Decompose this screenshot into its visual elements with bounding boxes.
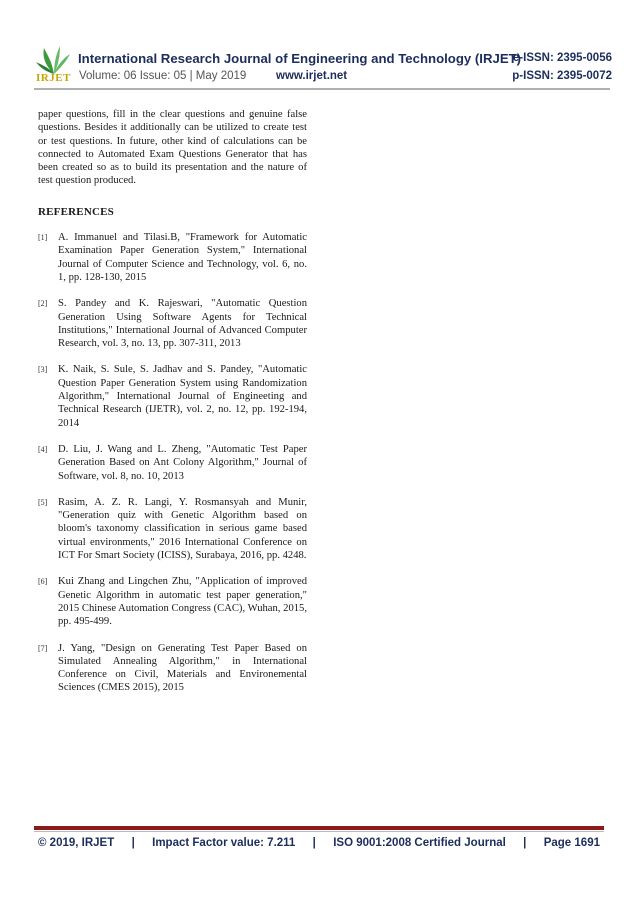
- body-paragraph: paper questions, fill in the clear questions and genuine false questions. Besides it additionally can be utilized to create test or test questions. In future, other kind of calculations can be connected to Automated Exam Questions Generator that has been created so as to build its presentation and the nature of test question produced.: [38, 109, 307, 187]
- footer-separator: |: [312, 837, 316, 849]
- reference-number: [1]: [38, 233, 48, 243]
- page-header: [0, 0, 638, 100]
- website-link[interactable]: www.irjet.net: [276, 70, 348, 82]
- iso-certification: ISO 9001:2008 Certified Journal: [333, 837, 506, 849]
- footer-divider: [34, 826, 604, 830]
- impact-factor: Impact Factor value: 7.211: [152, 837, 296, 849]
- footer-separator: |: [131, 837, 135, 849]
- p-issn: p-ISSN: 2395-0072: [512, 70, 612, 82]
- copyright: © 2019, IRJET: [38, 837, 115, 849]
- reference-text: Kui Zhang and Lingchen Zhu, "Application of improved Genetic Algorithm in automatic test paper generation," 2015 Chinese Automation Congress (CAC), Wuhan, 2015, pp. 495-499.: [58, 576, 307, 628]
- header-divider: [34, 88, 610, 90]
- reference-item: [38, 642, 307, 695]
- reference-text: D. Liu, J. Wang and L. Zheng, "Automatic Test Paper Generation Based on Ant Colony Algorithm," Journal of Software, vol. 8, no. 10, 2013: [58, 443, 307, 482]
- reference-text: Rasim, A. Z. R. Langi, Y. Rosmansyah and Munir, "Generation quiz with Genetic Algorithm based on bloom's taxonomy classification in serious game based virtual environments," 2016 International Conference on ICT For Smart Society (ICISS), Surabaya, 2016, pp. 4248.: [58, 496, 307, 562]
- reference-number: [2]: [38, 299, 48, 309]
- reference-number: [7]: [38, 643, 48, 653]
- reference-item: [38, 575, 307, 628]
- footer-separator: |: [523, 837, 527, 849]
- reference-item: [38, 297, 307, 350]
- page-number: Page 1691: [543, 837, 600, 849]
- reference-text: K. Naik, S. Sule, S. Jadhav and S. Pandey, "Automatic Question Paper Generation System using Randomization Algorithm," International Journal of Engineeting and Technical Research (IJETR), vol. 2, no. 12, pp. 192-194, 2014: [58, 364, 307, 429]
- references-heading: REFERENCES: [38, 205, 114, 218]
- reference-item: [38, 231, 307, 284]
- reference-number: [3]: [38, 365, 48, 375]
- footer-divider-thin: [34, 831, 604, 832]
- reference-item: [38, 363, 307, 429]
- journal-title: International Research Journal of Engineering and Technology (IRJET): [78, 51, 522, 66]
- e-issn: e-ISSN: 2395-0056: [512, 52, 612, 64]
- left-column: [38, 108, 307, 708]
- logo-text: IRJET: [36, 72, 71, 84]
- reference-number: [6]: [38, 577, 48, 587]
- reference-number: [4]: [38, 444, 48, 454]
- reference-text: J. Yang, "Design on Generating Test Paper Based on Simulated Annealing Algorithm," in International Conference on Civil, Materials and Environemental Sciences (CMES 2015), 2015: [58, 642, 307, 694]
- volume-issue: Volume: 06 Issue: 05 | May 2019: [79, 70, 247, 82]
- reference-item: [38, 443, 307, 483]
- reference-text: S. Pandey and K. Rajeswari, "Automatic Question Generation Using Software Agents for Technical Institutions," International Journal of Advanced Computer Research, vol. 3, no. 13, pp. 307-311, 2013: [58, 298, 307, 350]
- reference-item: [38, 496, 307, 562]
- page-footer: [38, 837, 600, 849]
- reference-number: [5]: [38, 497, 48, 507]
- reference-text: A. Immanuel and Tilasi.B, "Framework for Automatic Examination Paper Generation System," International Journal of Computer Science and Technology, vol. 6, no. 1, pp. 128-130, 2015: [58, 232, 307, 283]
